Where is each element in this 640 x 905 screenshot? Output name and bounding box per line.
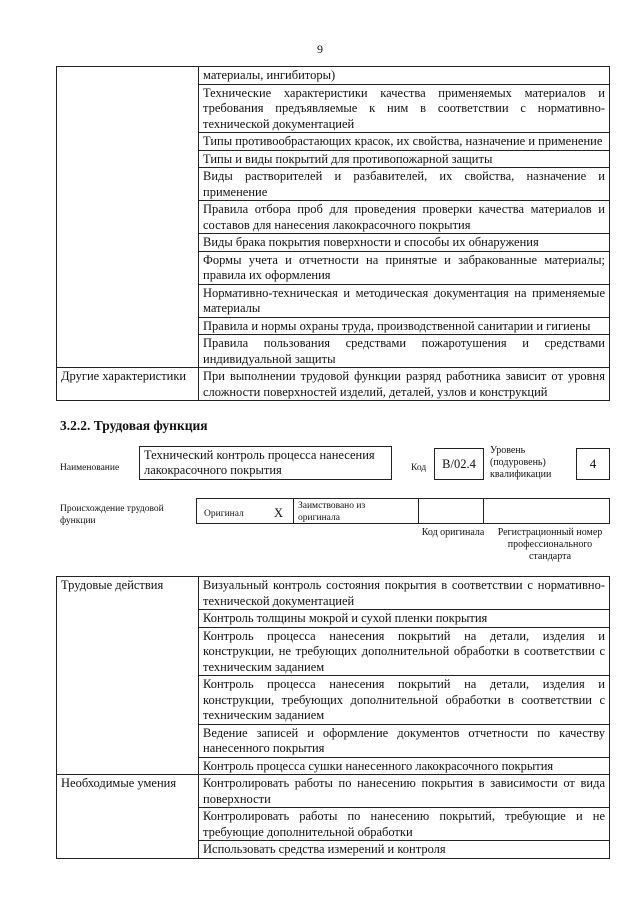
labor-action-item: Контроль процесса сушки нанесенного лакокрасочного покрытия xyxy=(199,757,610,775)
code-of-original-caption: Код оригинала xyxy=(421,527,485,538)
other-characteristics-label: Другие характеристики xyxy=(57,368,199,401)
labor-actions-label: Трудовые действия xyxy=(57,577,199,775)
knowledge-table xyxy=(56,66,610,401)
origin-box xyxy=(196,498,610,524)
function-name-box: Технический контроль процесса нанесения лакокрасочного покрытия xyxy=(139,446,392,480)
knowledge-item: Технические характеристики качества применяемых материалов и требования предъявляемые к ним в соответствии с нормативно-технической документацией xyxy=(199,84,610,133)
section-heading: 3.2.2. Трудовая функция xyxy=(60,418,208,433)
table-row xyxy=(57,775,610,808)
origin-label: Происхождение трудовой функции xyxy=(60,504,164,526)
labor-action-item: Контроль процесса нанесения покрытий на детали, изделия и конструкции, не требующих дополнительной обработки в соответствии с техническим заданием xyxy=(199,627,610,676)
borrowed-label: Заимствовано из оригинала xyxy=(298,501,366,523)
knowledge-item: Правила пользования средствами пожаротушения и средствами индивидуальной защиты xyxy=(199,335,610,368)
labor-action-item: Контроль процесса нанесения покрытий на детали, изделия и конструкции, требующих дополнительной обработки в соответствии с техническим заданием xyxy=(199,676,610,725)
knowledge-item: Правила и нормы охраны труда, производственной санитарии и гигиены xyxy=(199,317,610,335)
required-skills-label: Необходимые умения xyxy=(57,775,199,859)
original-mark: X xyxy=(274,506,284,520)
skill-item: Контролировать работы по нанесению покрытий, требующие и не требующие дополнительной обработки xyxy=(199,808,610,841)
knowledge-item: Виды брака покрытия поверхности и способы их обнаружения xyxy=(199,234,610,252)
registration-number-caption: Регистрационный номер профессионального стандарта xyxy=(497,527,603,562)
function-code-box: B/02.4 xyxy=(434,448,484,480)
original-label: Оригинал xyxy=(204,509,244,519)
knowledge-item: Формы учета и отчетности на принятые и забракованные материалы; правила их оформления xyxy=(199,251,610,284)
name-label: Наименование xyxy=(60,463,120,473)
labor-actions-table xyxy=(56,576,610,859)
skill-item: Контролировать работы по нанесению покрытия в зависимости от вида поверхности xyxy=(199,775,610,808)
other-characteristics-text: При выполнении трудовой функции разряд работника зависит от уровня сложности поверхностей изделий, деталей, узлов и конструкций xyxy=(199,368,610,401)
knowledge-item: Виды растворителей и разбавителей, их свойства, назначение и применение xyxy=(199,168,610,201)
knowledge-item: материалы, ингибиторы) xyxy=(199,67,610,85)
empty-label-cell xyxy=(57,67,199,368)
table-row xyxy=(57,577,610,610)
table-row xyxy=(57,368,610,401)
level-label: Уровень (подуровень) квалификации xyxy=(490,445,552,480)
skill-item: Использовать средства измерений и контроля xyxy=(199,841,610,859)
knowledge-item: Типы противообрастающих красок, их свойства, назначение и применение xyxy=(199,133,610,151)
page-number: 9 xyxy=(317,42,323,56)
knowledge-item: Нормативно-техническая и методическая документация на применяемые материалы xyxy=(199,284,610,317)
level-value-box: 4 xyxy=(576,448,610,480)
labor-action-item: Визуальный контроль состояния покрытия в соответствии с нормативно-технической документацией xyxy=(199,577,610,610)
labor-action-item: Контроль толщины мокрой и сухой пленки покрытия xyxy=(199,610,610,628)
knowledge-item: Типы и виды покрытий для противопожарной защиты xyxy=(199,150,610,168)
knowledge-item: Правила отбора проб для проведения проверки качества материалов и составов для нанесения лакокрасочного покрытия xyxy=(199,201,610,234)
code-label: Код xyxy=(411,463,427,473)
table-row xyxy=(57,67,610,85)
labor-action-item: Ведение записей и оформление документов отчетности по качеству нанесенного покрытия xyxy=(199,724,610,757)
